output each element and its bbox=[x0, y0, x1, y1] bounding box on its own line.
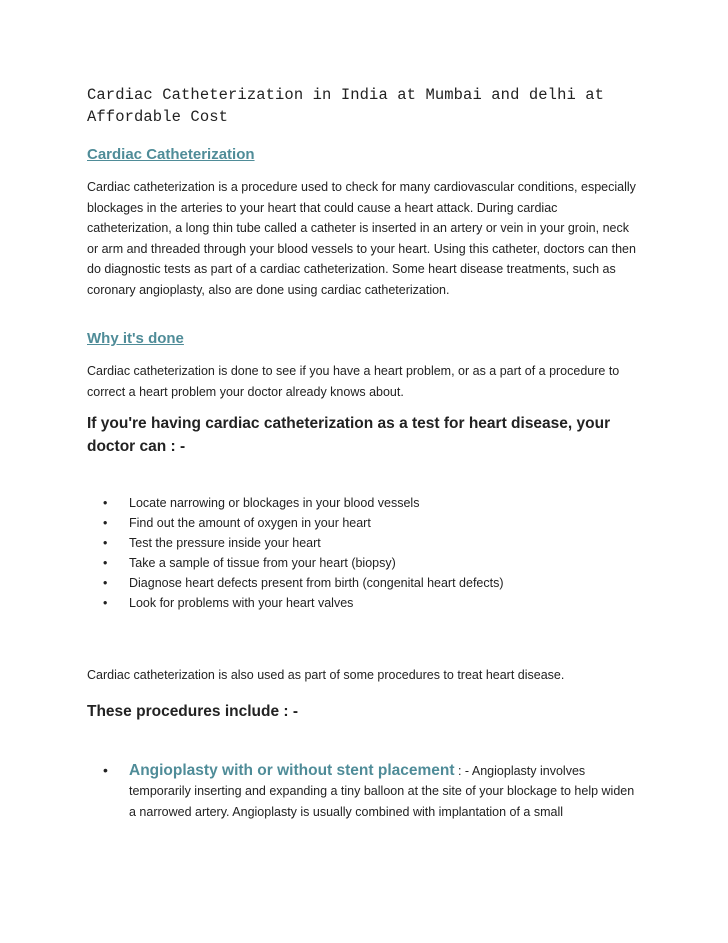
intro-paragraph: Cardiac catheterization is a procedure used to check for many cardiovascular conditions, especially blockages in the arteries to your heart that could cause a heart attack. During cardiac catheterization, a long thin tube called a catheter is inserted in an artery or vein in your groin, neck or arm and threaded through your blood vessels to your heart. Using this catheter, doctors can then do diagnostic tests as part of a cardiac catheterization. Some heart disease treatments, such as coronary angioplasty, also are done using cardiac catheterization. bbox=[87, 180, 636, 297]
procedures-subheading: These procedures include : - bbox=[87, 702, 299, 720]
list-item bbox=[87, 593, 642, 613]
list-item-text: Look for problems with your heart valves bbox=[129, 596, 354, 610]
bullet-icon: • bbox=[103, 516, 108, 530]
bullet-icon: • bbox=[103, 536, 108, 550]
bullet-icon: • bbox=[103, 761, 108, 778]
list-item-text: Test the pressure inside your heart bbox=[129, 536, 321, 550]
bullet-icon: • bbox=[103, 556, 108, 570]
list-item-text: Find out the amount of oxygen in your heart bbox=[129, 516, 371, 530]
bullet-icon: • bbox=[103, 576, 108, 590]
list-item-text: Locate narrowing or blockages in your blood vessels bbox=[129, 496, 420, 510]
procedures-list bbox=[87, 761, 642, 823]
treatment-paragraph: Cardiac catheterization is also used as part of some procedures to treat heart disease. bbox=[87, 668, 565, 682]
why-paragraph: Cardiac catheterization is done to see if you have a heart problem, or as a part of a procedure to correct a heart problem your doctor already knows about. bbox=[87, 364, 620, 399]
procedure-text: Angioplasty involves temporarily inserting and expanding a tiny balloon at the site of your blockage to help widen a narrowed artery. Angioplasty is usually combined with implantation of a small bbox=[129, 763, 635, 819]
list-item bbox=[87, 493, 642, 513]
document-page bbox=[87, 84, 642, 822]
procedure-description bbox=[129, 761, 642, 823]
section-heading-cardiac-catheterization[interactable]: Cardiac Catheterization bbox=[87, 146, 255, 163]
test-subheading: If you're having cardiac catheterization as a test for heart disease, your doctor can : - bbox=[87, 415, 611, 455]
list-item bbox=[87, 533, 642, 553]
list-item-text: Diagnose heart defects present from birth (congenital heart defects) bbox=[129, 576, 504, 590]
document-title: Cardiac Catheterization in India at Mumbai and delhi at Affordable Cost bbox=[87, 86, 605, 126]
list-item bbox=[87, 573, 642, 593]
procedure-separator: : - bbox=[454, 763, 472, 778]
list-item bbox=[87, 513, 642, 533]
section-heading-why-its-done[interactable]: Why it's done bbox=[87, 330, 184, 347]
list-item bbox=[87, 761, 642, 823]
bullet-icon: • bbox=[103, 596, 108, 610]
bullet-icon: • bbox=[103, 496, 108, 510]
list-item-text: Take a sample of tissue from your heart (biopsy) bbox=[129, 556, 396, 570]
procedure-name: Angioplasty with or without stent placement bbox=[129, 761, 455, 779]
list-item bbox=[87, 553, 642, 573]
test-bullet-list bbox=[87, 493, 642, 613]
